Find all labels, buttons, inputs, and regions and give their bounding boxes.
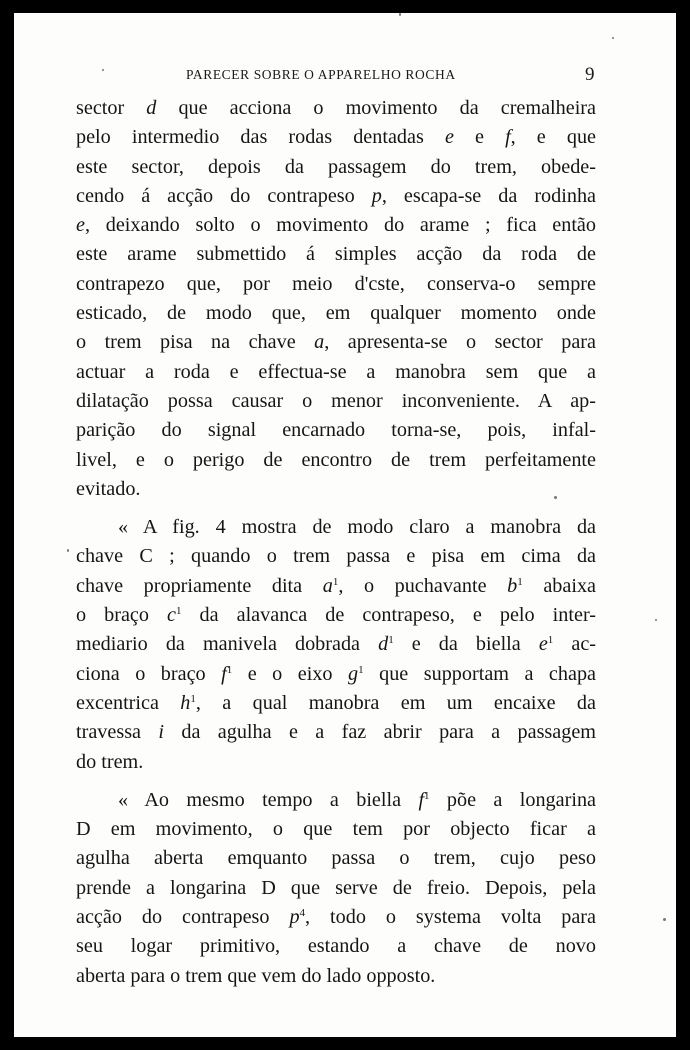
text-line: o braço $c^1$ da alavanca de contrapeso, e pelo inter- xyxy=(76,604,596,627)
text-line: acção do contrapeso $p^4$, todo o systema volta para xyxy=(76,906,596,929)
body-text xyxy=(76,94,596,991)
print-speck xyxy=(663,918,666,921)
running-title: PARECER SOBRE O APPARELHO ROCHA xyxy=(186,67,456,82)
text-line: chave C ; quando o trem passa e pisa em cima da xyxy=(76,545,596,568)
page-header xyxy=(14,64,676,87)
text-line: excentrica $h^1$, a qual manobra em um encaixe da xyxy=(76,691,596,714)
text-line: ciona o braço $f^1$ e o eixo $g^1$ que supportam a chapa xyxy=(76,662,596,685)
text-line: agulha aberta emquanto passa o trem, cujo peso xyxy=(76,847,596,870)
text-line: chave propriamente dita $a^1$, o puchavante $b^1$ abaixa xyxy=(76,574,596,597)
text-line: cendo á acção do contrapeso p, escapa-se da rodinha xyxy=(76,184,596,207)
paragraph xyxy=(76,513,596,777)
print-speck xyxy=(655,619,657,621)
text-line: evitado. xyxy=(76,477,141,500)
paragraph xyxy=(76,94,596,504)
text-line: parição do signal encarnado torna-se, pois, infal- xyxy=(76,419,596,442)
text-line: « A fig. 4 mostra de modo claro a manobra da xyxy=(118,516,596,539)
print-speck xyxy=(102,69,104,71)
book-page xyxy=(14,13,676,1037)
text-line: livel, e o perigo de encontro de trem perfeitamente xyxy=(76,448,596,471)
text-line: sector d que acciona o movimento da cremalheira xyxy=(76,97,596,119)
text-line: D em movimento, o que tem por objecto ficar a xyxy=(76,818,596,841)
text-line: aberta para o trem que vem do lado opposto. xyxy=(76,964,436,987)
text-line: travessa i da agulha e a faz abrir para a passagem xyxy=(76,721,596,744)
text-line: prende a longarina D que serve de freio. Depois, pela xyxy=(76,876,596,899)
text-line: contrapezo que, por meio d'cste, conserva-o sempre xyxy=(76,272,596,295)
text-line: « Ao mesmo tempo a biella $f^1$ põe a longarina xyxy=(118,788,596,811)
text-line: pelo intermedio das rodas dentadas e e f, e que xyxy=(76,126,597,149)
paragraph xyxy=(76,786,596,991)
print-speck xyxy=(612,37,614,39)
print-speck xyxy=(554,496,557,499)
text-line: este sector, depois da passagem do trem, obede- xyxy=(76,155,596,178)
print-speck xyxy=(399,13,401,16)
text-line: esticado, de modo que, em qualquer momento onde xyxy=(76,302,596,325)
print-speck xyxy=(67,549,69,552)
page-number: 9 xyxy=(585,64,595,85)
text-line: dilatação possa causar o menor inconveniente. A ap- xyxy=(76,389,596,412)
text-line: e, deixando solto o movimento do arame ; fica então xyxy=(76,214,596,237)
text-line: este arame submettido á simples acção da roda de xyxy=(76,243,596,266)
text-line: do trem. xyxy=(76,750,144,773)
text-line: mediario da manivela dobrada $d^1$ e da biella $e^1$ ac- xyxy=(76,633,597,656)
text-line: o trem pisa na chave a, apresenta-se o sector para xyxy=(76,331,596,354)
text-line: actuar a roda e effectua-se a manobra sem que a xyxy=(76,360,596,383)
text-line: seu logar primitivo, estando a chave de novo xyxy=(76,935,596,958)
